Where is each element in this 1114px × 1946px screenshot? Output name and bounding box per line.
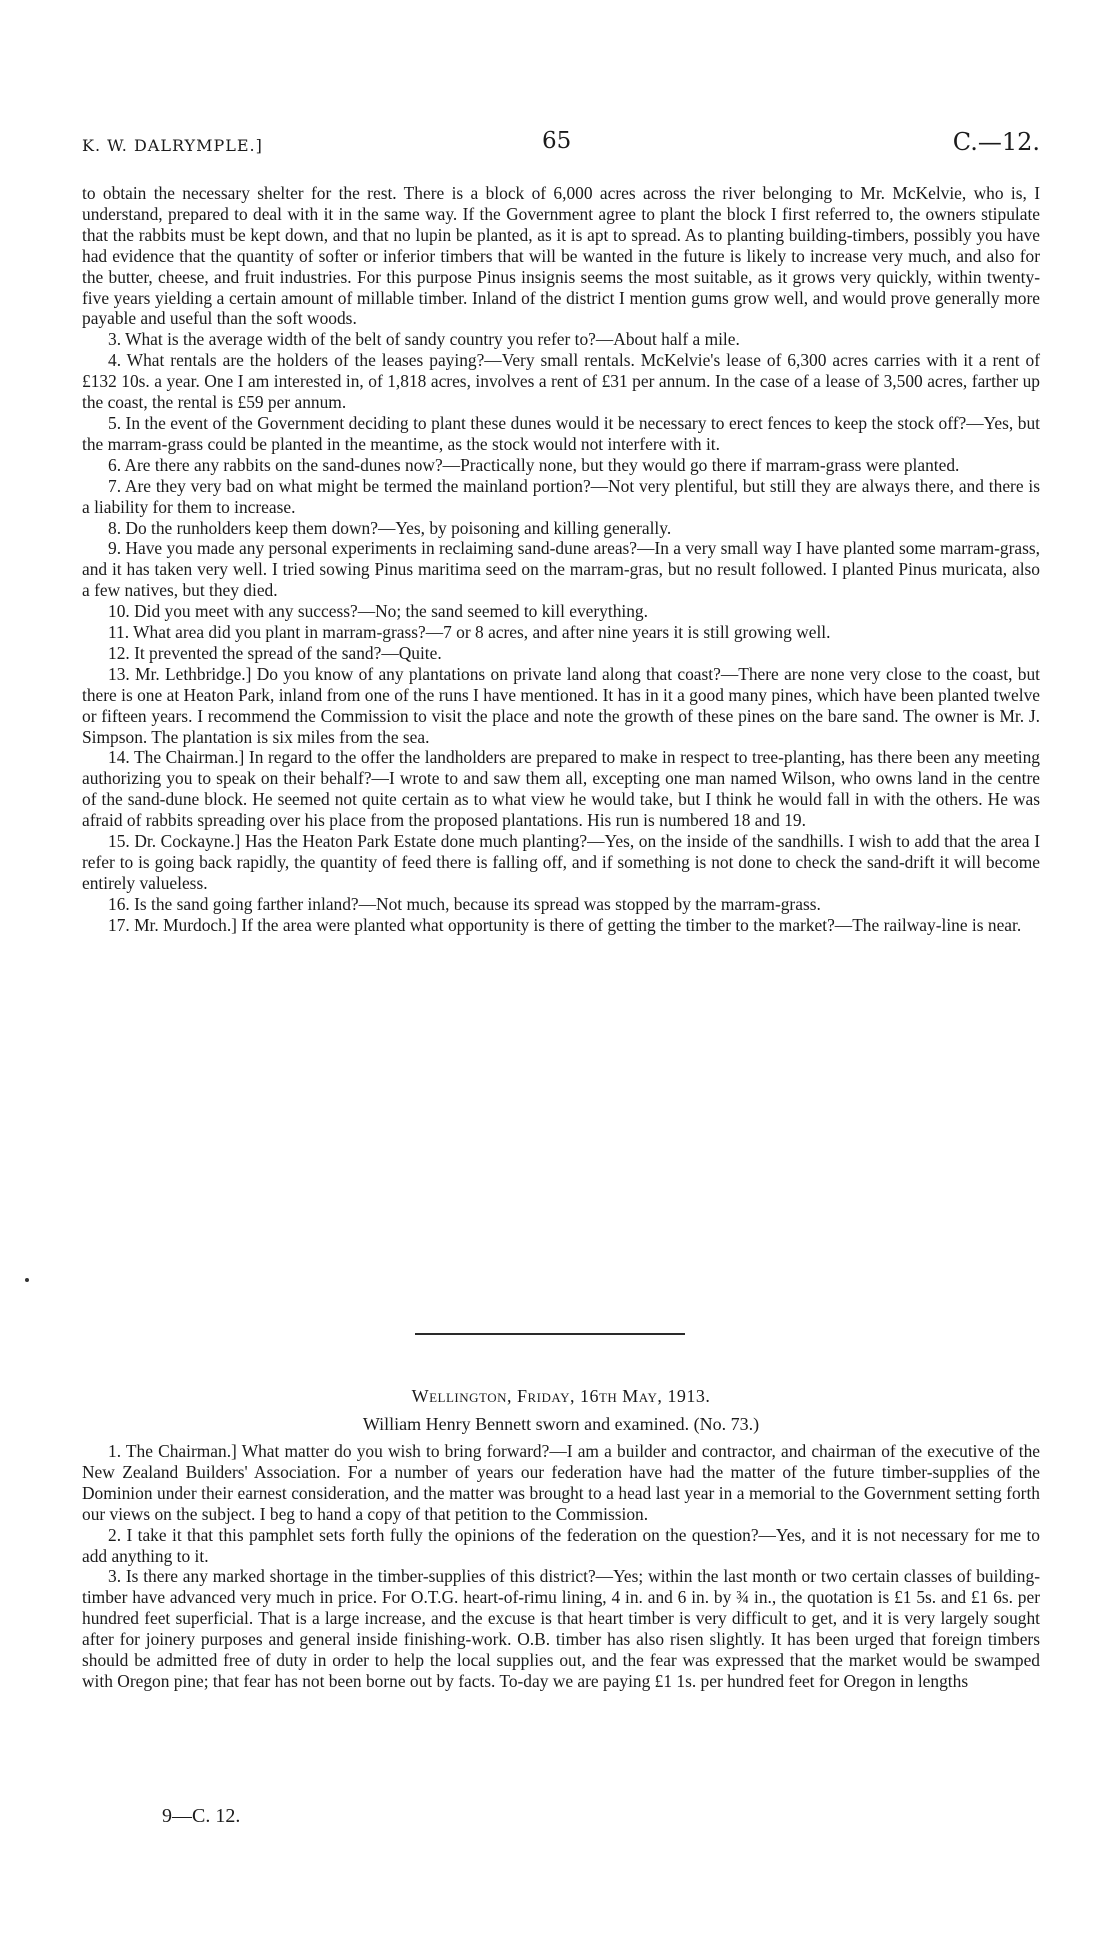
page-number: 65 (542, 128, 572, 154)
evidence-paragraph: 7. Are they very bad on what might be termed the mainland portion?—Not very plentiful, but still they are always there, and there is a liability for them to increase. (82, 475, 1040, 517)
evidence-paragraph: 5. In the event of the Government deciding to plant these dunes would it be necessary to erect fences to keep the stock off?—Yes, but the marram-grass could be planted in the meantime, as the stock would not interfere with it. (82, 412, 1040, 454)
session-date-heading: Wellington, Friday, 16th May, 1913. (411, 1386, 711, 1406)
evidence-section-dalrymple (82, 183, 1040, 936)
evidence-paragraph: 1. The Chairman.] What matter do you wish to bring forward?—I am a builder and contractor, and chairman of the executive of the New Zealand Builders' Association. For a number of years our federation have had the matter of the future timber-supplies of the Dominion under their earnest consideration, and the matter was brought to a head last year in a memorial to the Government setting forth our views on the subject. I beg to hand a copy of that petition to the Commission. (82, 1441, 1040, 1524)
evidence-paragraph: 17. Mr. Murdoch.] If the area were planted what opportunity is there of getting the timber to the market?—The railway-line is near. (108, 914, 1022, 935)
evidence-paragraph: 2. I take it that this pamphlet sets forth fully the opinions of the federation on the question?—Yes, and it is not necessary for me to add anything to it. (82, 1524, 1040, 1566)
evidence-paragraph: 16. Is the sand going farther inland?—Not much, because its spread was stopped by the marram-grass. (108, 893, 821, 914)
evidence-paragraph: to obtain the necessary shelter for the rest. There is a block of 6,000 acres across the river belonging to Mr. McKelvie, who is, I understand, prepared to deal with it in the same way. If the Government agree to plant the block I first referred to, the owners stipulate that the rabbits must be kept down, and that no lupin be planted, as it is apt to spread. As to planting building-timbers, possibly you have had evidence that the quantity of softer or inferior timbers that will be wanted in the future is likely to increase very much, and also for the butter, cheese, and fruit industries. For this purpose Pinus insignis seems the most suitable, as it grows very quickly, within twenty-five years yielding a certain amount of millable timber. Inland of the district I mention gums grow well, and would prove generally more payable and useful than the soft woods. (82, 183, 1040, 329)
evidence-paragraph: 14. The Chairman.] In regard to the offer the landholders are prepared to make in respect to tree-planting, has there been any meeting authorizing you to speak on their behalf?—I wrote to and saw them all, excepting one man named Wilson, who owns land in the centre of the sand-dune block. He seemed not quite certain as to what view he would take, but I think he would fall in with the others. He was afraid of rabbits spreading over his place from the proposed plantations. His run is numbered 18 and 19. (82, 747, 1040, 831)
evidence-paragraph: 3. What is the average width of the belt of sandy country you refer to?—About half a mile. (108, 329, 740, 350)
paper-reference: C.—12. (952, 128, 1040, 156)
evidence-paragraph: 13. Mr. Lethbridge.] Do you know of any plantations on private land along that coast?—There are none very close to the coast, but there is one at Heaton Park, inland from one of the runs I have mentioned. It has in it a good many pines, which have been planted twelve or fifteen years. I recommend the Commission to visit the place and note the growth of these pines on the bare sand. The owner is Mr. J. Simpson. The plantation is six miles from the sea. (82, 663, 1040, 747)
evidence-paragraph: 12. It prevented the spread of the sand?—Quite. (108, 642, 442, 663)
signature-mark: 9—C. 12. (162, 1805, 241, 1827)
evidence-paragraph: 4. What rentals are the holders of the leases paying?—Very small rentals. McKelvie's lease of 6,300 acres carries with it a rent of £132 10s. a year. One I am interested in, of 1,818 acres, involves a rent of £31 per annum. In the case of a lease of 3,500 acres, farther up the coast, the rental is £59 per annum. (82, 350, 1040, 413)
scan-speck (25, 1278, 29, 1282)
section-divider-rule (415, 1333, 685, 1335)
evidence-paragraph: 8. Do the runholders keep them down?—Yes, by poisoning and killing generally. (108, 517, 672, 538)
evidence-paragraph: 11. What area did you plant in marram-grass?—7 or 8 acres, and after nine years it is still growing well. (108, 622, 831, 643)
evidence-section-bennett (82, 1441, 1040, 1692)
evidence-paragraph: 6. Are there any rabbits on the sand-dunes now?—Practically none, but they would go there if marram-grass were planted. (108, 454, 960, 475)
evidence-paragraph: 15. Dr. Cockayne.] Has the Heaton Park Estate done much planting?—Yes, on the inside of the sandhills. I wish to add that the area I refer to is going back rapidly, the quantity of feed there is falling off, and if something is not done to check the sand-drift it will become entirely valueless. (82, 831, 1040, 893)
evidence-paragraph: 10. Did you meet with any success?—No; the sand seemed to kill everything. (108, 601, 648, 622)
running-head (82, 128, 1040, 162)
witness-heading: William Henry Bennett sworn and examined. (No. 73.) (362, 1414, 760, 1434)
witness-name-header: K. W. DALRYMPLE.] (82, 136, 263, 155)
evidence-paragraph: 3. Is there any marked shortage in the timber-supplies of this district?—Yes; within the last month or two certain classes of building-timber have advanced very much in price. For O.T.G. heart-of-rimu lining, 4 in. and 6 in. by ¾ in., the quotation is £1 5s. and £1 6s. per hundred feet superficial. That is a large increase, and the excuse is that heart timber is very difficult to get, and it is very largely sought after for joinery purposes and general inside finishing-work. O.B. timber has also risen slightly. It has been urged that foreign timbers should be admitted free of duty in order to help the local supplies out, and the fear was expressed that the market would be swamped with Oregon pine; that fear has not been borne out by facts. To-day we are paying £1 1s. per hundred feet for Oregon in lengths (82, 1566, 1040, 1691)
evidence-paragraph: 9. Have you made any personal experiments in reclaiming sand-dune areas?—In a very small way I have planted some marram-grass, and it has taken very well. I tried sowing Pinus maritima seed on the marram-gras, but no result followed. I planted Pinus muricata, also a few natives, but they died. (82, 538, 1040, 601)
